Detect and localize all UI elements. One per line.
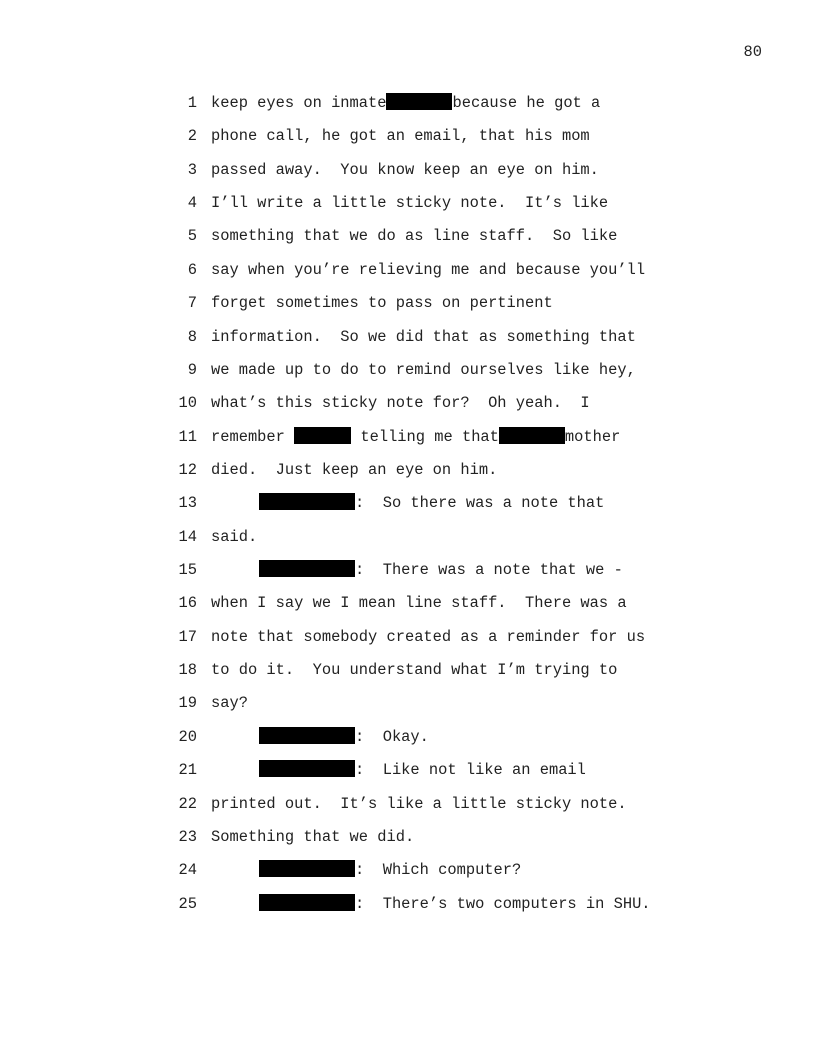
transcript-body bbox=[0, 93, 816, 927]
line-number: 21 bbox=[178, 761, 197, 780]
line-number: 6 bbox=[187, 260, 197, 279]
line-text: Something that we did. bbox=[211, 827, 415, 846]
text-segment: : Which computer? bbox=[355, 861, 522, 880]
text-segment: : Like not like an email bbox=[355, 761, 586, 780]
speaker-line-text bbox=[259, 894, 651, 914]
speaker-line-text bbox=[259, 727, 429, 747]
transcript-line-20 bbox=[0, 727, 816, 760]
line-text: forget sometimes to pass on pertinent bbox=[211, 294, 553, 313]
text-segment: : There’s two computers in SHU. bbox=[355, 894, 651, 913]
transcript-line-12 bbox=[0, 460, 816, 493]
speaker-line-text bbox=[259, 760, 586, 780]
line-text bbox=[211, 427, 620, 447]
line-number: 22 bbox=[178, 794, 197, 813]
line-text: say? bbox=[211, 694, 248, 713]
line-number: 8 bbox=[187, 327, 197, 346]
transcript-line-8 bbox=[0, 327, 816, 360]
transcript-line-4 bbox=[0, 193, 816, 226]
text-segment: telling me that bbox=[351, 427, 499, 446]
line-number: 25 bbox=[178, 894, 197, 913]
line-text: printed out. It’s like a little sticky note. bbox=[211, 794, 627, 813]
transcript-line-14 bbox=[0, 527, 816, 560]
line-number: 20 bbox=[178, 727, 197, 746]
redaction-block bbox=[294, 427, 351, 444]
line-number: 18 bbox=[178, 661, 197, 680]
text-segment: because he got a bbox=[452, 94, 601, 112]
line-number: 16 bbox=[178, 594, 197, 613]
line-text: passed away. You know keep an eye on him. bbox=[211, 160, 599, 179]
line-text: died. Just keep an eye on him. bbox=[211, 460, 498, 479]
redacted-speaker-name bbox=[259, 894, 355, 911]
line-number: 12 bbox=[178, 460, 197, 479]
transcript-line-1 bbox=[0, 93, 816, 126]
redacted-speaker-name bbox=[259, 493, 355, 510]
line-number: 23 bbox=[178, 827, 197, 846]
line-number: 2 bbox=[187, 127, 197, 146]
text-segment: keep eyes on inmate bbox=[211, 94, 387, 112]
transcript-line-23 bbox=[0, 827, 816, 860]
text-segment: : Okay. bbox=[355, 727, 429, 746]
line-number: 13 bbox=[178, 494, 197, 513]
transcript-line-2 bbox=[0, 126, 816, 159]
line-text: say when you’re relieving me and because you’ll bbox=[211, 260, 646, 279]
redacted-speaker-name bbox=[259, 727, 355, 744]
transcript-line-11 bbox=[0, 427, 816, 460]
speaker-line-text bbox=[259, 860, 521, 880]
line-number: 7 bbox=[187, 294, 197, 313]
line-text: information. So we did that as something that bbox=[211, 327, 636, 346]
line-number: 4 bbox=[187, 194, 197, 213]
transcript-line-10 bbox=[0, 393, 816, 426]
line-text: said. bbox=[211, 527, 258, 546]
line-number: 5 bbox=[187, 227, 197, 246]
transcript-line-3 bbox=[0, 160, 816, 193]
transcript-line-21 bbox=[0, 760, 816, 793]
redaction-block bbox=[386, 93, 452, 110]
text-segment: mother bbox=[564, 427, 621, 446]
transcript-line-16 bbox=[0, 593, 816, 626]
line-number: 9 bbox=[187, 360, 197, 379]
transcript-line-17 bbox=[0, 627, 816, 660]
redacted-speaker-name bbox=[259, 560, 355, 577]
text-segment: : There was a note that we - bbox=[355, 561, 623, 580]
line-number: 11 bbox=[178, 427, 197, 446]
line-number: 17 bbox=[178, 627, 197, 646]
line-number: 3 bbox=[187, 160, 197, 179]
transcript-line-25 bbox=[0, 894, 816, 927]
transcript-line-19 bbox=[0, 693, 816, 726]
line-number: 19 bbox=[178, 694, 197, 713]
transcript-line-9 bbox=[0, 360, 816, 393]
transcript-line-7 bbox=[0, 293, 816, 326]
line-text: phone call, he got an email, that his mom bbox=[211, 127, 590, 146]
transcript-line-18 bbox=[0, 660, 816, 693]
line-text: I’ll write a little sticky note. It’s like bbox=[211, 194, 609, 213]
text-segment: : So there was a note that bbox=[355, 494, 605, 513]
line-text: something that we do as line staff. So like bbox=[211, 227, 618, 246]
line-text: when I say we I mean line staff. There was a bbox=[211, 594, 627, 613]
transcript-line-13 bbox=[0, 493, 816, 526]
transcript-line-6 bbox=[0, 260, 816, 293]
line-number: 1 bbox=[187, 94, 197, 112]
line-text: note that somebody created as a reminder for us bbox=[211, 627, 646, 646]
speaker-line-text bbox=[259, 560, 623, 580]
line-number: 24 bbox=[178, 861, 197, 880]
transcript-line-22 bbox=[0, 794, 816, 827]
line-text: we made up to do to remind ourselves like hey, bbox=[211, 360, 636, 379]
redacted-speaker-name bbox=[259, 760, 355, 777]
transcript-line-15 bbox=[0, 560, 816, 593]
line-number: 10 bbox=[178, 394, 197, 413]
transcript-line-24 bbox=[0, 860, 816, 893]
redaction-block bbox=[499, 427, 565, 444]
redacted-speaker-name bbox=[259, 860, 355, 877]
line-text bbox=[211, 93, 600, 113]
line-text: to do it. You understand what I’m trying to bbox=[211, 661, 618, 680]
text-segment: remember bbox=[211, 427, 295, 446]
page-number: 80 bbox=[743, 43, 762, 61]
line-number: 15 bbox=[178, 561, 197, 580]
line-number: 14 bbox=[178, 527, 197, 546]
transcript-line-5 bbox=[0, 226, 816, 259]
line-text: what’s this sticky note for? Oh yeah. I bbox=[211, 394, 590, 413]
speaker-line-text bbox=[259, 493, 604, 513]
